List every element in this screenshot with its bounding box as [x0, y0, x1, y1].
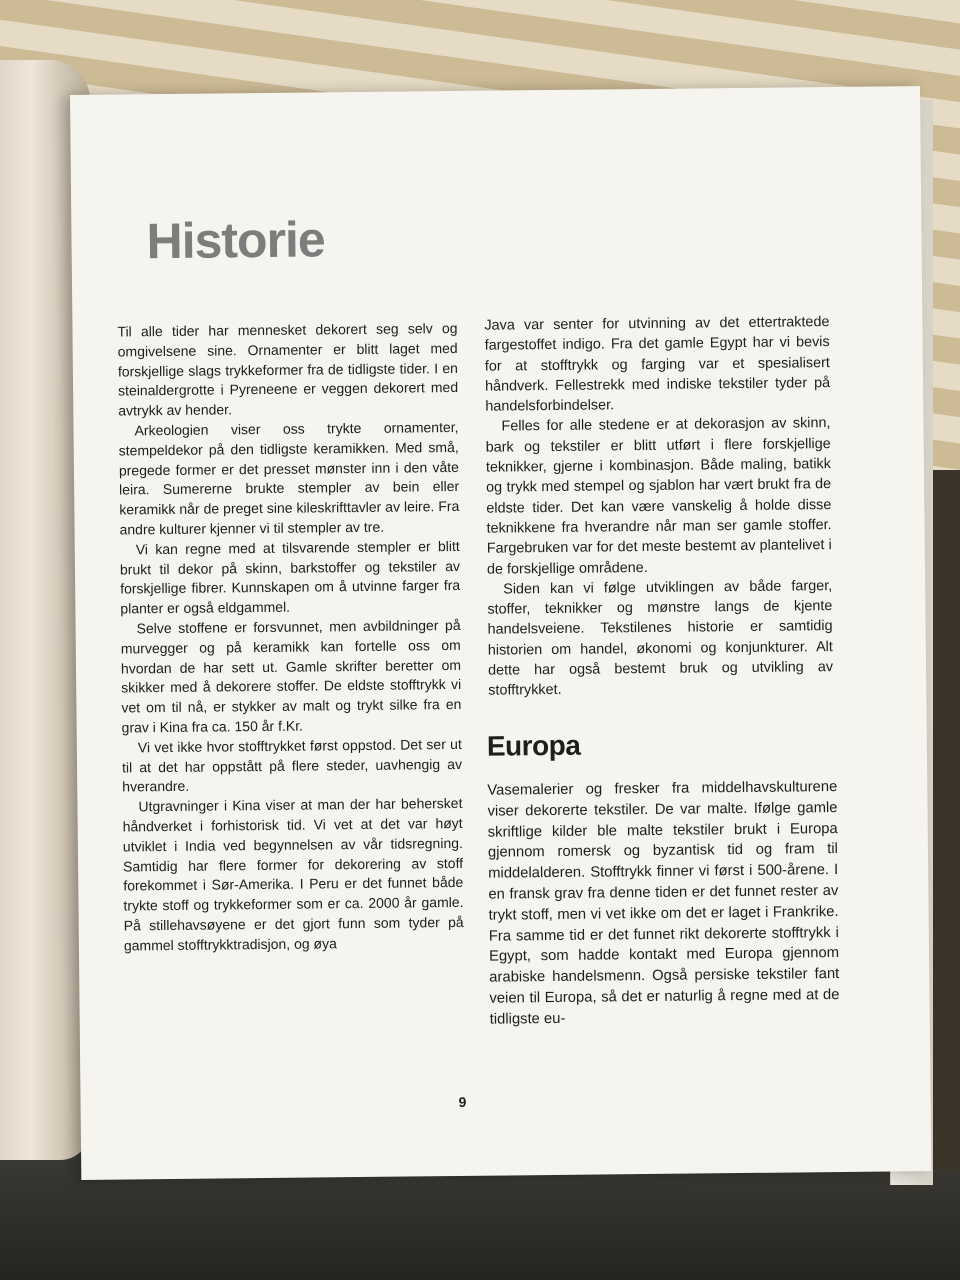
- paragraph: Arkeologien viser oss trykte ornamenter, stempeldekor på den tidligste keramikken. Med små, pregede former er det presset mønster inn i den våte leira. Sumererne brukte stempler av bein eller keramikk når de preget sine kileskrifttavler av leire. Fra andre kulturer kjenner vi til stempler av tre.: [118, 418, 460, 538]
- europa-text-column: [487, 777, 840, 1030]
- paragraph: Siden kan vi følge utviklingen av både farger, stoffer, teknikker og mønstre langs de kjente handelsveiene. Tekstilenes historie er samtidig historien om handel, økonomi og konjunkturer. Alt dette har også bestemt bruk og utvikling av stofftrykket.: [487, 577, 834, 699]
- paragraph: Utgravninger i Kina viser at man der har behersket håndverket i forhistorisk tid. Vi vet at det var høyt utviklet i India ved begynnelsen av vår tidsregning. Samtidig har flere former for dekorering av stoff forekommet i Sør-Amerika. I Peru er det funnet både trykte stoff og trykkeformer som er ca. 2000 år gamle. På stillehavsøyene er det gjort funn som tyder på gammel stofftrykktradisjon, og øya: [122, 795, 464, 954]
- paragraph: Til alle tider har mennesket dekorert seg selv og omgivelsene sine. Ornamenter er blitt laget med forskjellige slags trykkeformer fra de tidligste tider. I en steinaldergrotte i Pyreneene er veggen dekorert med avtrykk av hender.: [117, 319, 459, 419]
- right-text-column: [484, 312, 833, 701]
- left-text-column: [117, 319, 464, 956]
- paragraph: Felles for alle stedene er at dekorasjon av skinn, bark og tekstiler er blitt utført i flere forskjellige teknikker, gjerne i kombinasjon. Både maling, batikk og trykk med stempel og sjablon har vært brukt fra de eldste tider. Det kan være vanskelig å holde disse teknikkene fra hverandre når man ser gamle stoffer. Fargebruken var for det meste bestemt av plantelivet i de forskjellige områdene.: [485, 415, 832, 578]
- paragraph: Selve stoffene er forsvunnet, men avbildninger på murvegger og på keramikk kan fortelle oss om hvordan de har sett ut. Gamle skrifter beretter om skikker med å dekorere stoffer. De eldste stofftrykk vi vet om til nå, er stykker av malt og trykt silke fra en grav i Kina fra ca. 150 år f.Kr.: [120, 616, 462, 736]
- page-title: Historie: [146, 211, 325, 270]
- paragraph: Vi kan regne med at tilsvarende stempler er blitt brukt til dekor på skinn, barkstoffer og tekstiler av forskjellige fibrer. Kunnskapen om å utvinne farger fra planter er også eldgammel.: [119, 537, 461, 617]
- page-number: 9: [458, 1093, 467, 1110]
- section-heading: Europa: [486, 729, 581, 762]
- paragraph: Java var senter for utvinning av det ettertraktede fargestoffet indigo. Fra det gamle Egypt har vi bevis for at stofftrykk og farging var et spesialisert håndverk. Fellestrekk med indiske tekstiler tyder på handelsforbindelser.: [484, 314, 831, 415]
- book-page: [70, 86, 931, 1180]
- paragraph: Vasemalerier og fresker fra middelhavskulturene viser dekorerte tekstiler. De var malte. Ifølge gamle skriftlige kilder ble malte tekstiler brukt i Europa gjennom romersk og byzantisk tid og fram til middelalderen. Stofftrykk finner vi først i 500-årene. I en fransk grav fra denne tiden er det funnet rester av trykt stoff, men vi vet ikke om det er laget i Frankrike. Fra samme tid er det funnet rikt dekorerte stofftrykk i Egypt, som hadde kontakt med Europa gjennom arabiske handelsmenn. Også persiske tekstiler fant veien til Europa, så det er naturlig å regne med at de tidligste eu-: [487, 779, 840, 1028]
- paragraph: Vi vet ikke hvor stofftrykket først oppstod. Det ser ut til at det har oppstått på flere steder, uavhengig av hverandre.: [121, 735, 463, 795]
